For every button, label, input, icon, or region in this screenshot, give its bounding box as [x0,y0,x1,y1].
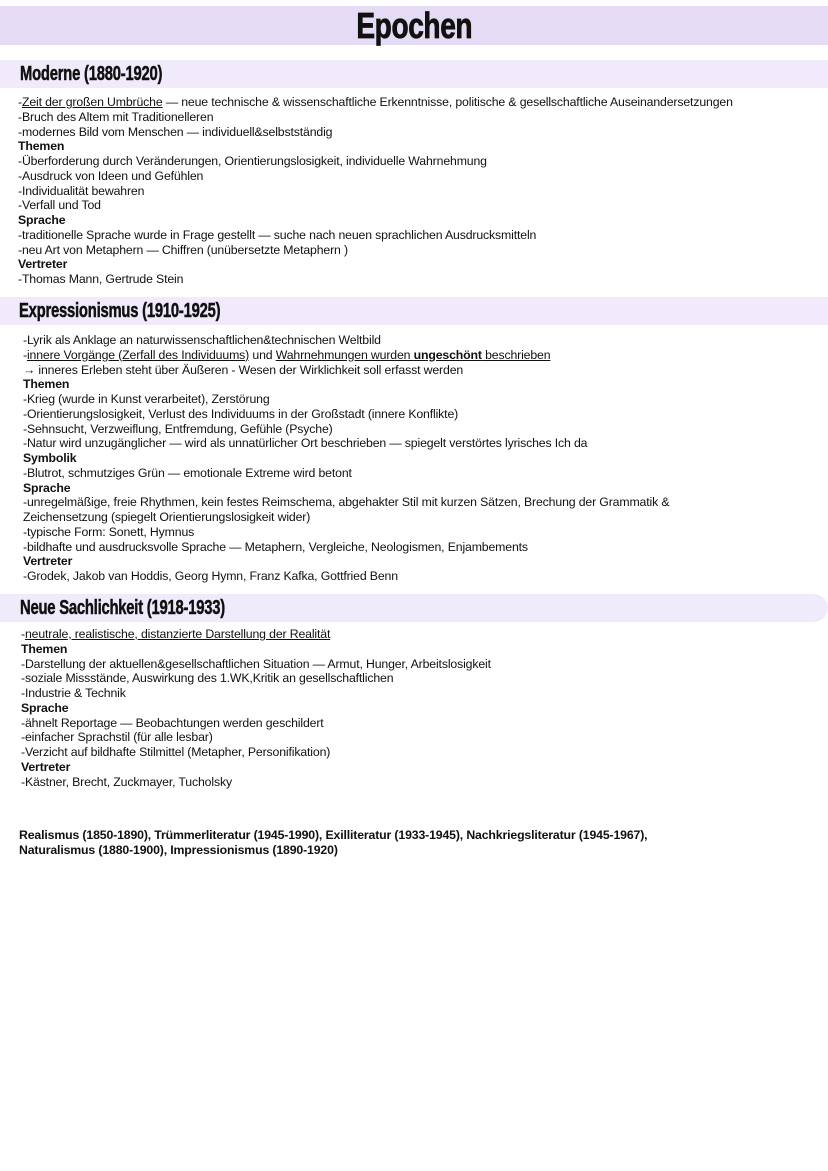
text-segment: -Verfall und Tod [18,198,101,213]
bullet-line [23,407,669,422]
bullet-line [21,671,491,686]
page-title: Epochen [356,5,472,46]
subheading [23,481,669,496]
text-segment: Sprache [18,213,66,227]
text-segment: -neu Art von Metaphern — Chiffren (unübersetzte Metaphern ) [18,242,348,257]
bullet-line [18,198,733,213]
bullet-line [23,466,669,481]
text-segment: -Kästner, Brecht, Zuckmayer, Tucholsky [21,774,232,789]
text-segment: - [23,347,27,362]
bullet-line [18,125,733,140]
bullet-line [18,95,733,110]
text-segment: -Verzicht auf bildhafte Stilmittel (Metapher, Personifikation) [21,745,331,759]
text-segment: → inneres Erleben steht über Äußeren - Wesen der Wirklichkeit soll erfasst werden [23,362,464,377]
bullet-line [23,569,669,584]
text-segment: -einfacher Sprachstil (für alle lesbar) [21,730,213,745]
bullet-line [18,228,733,243]
text-segment: -Blutrot, schmutziges Grün — emotionale Extreme wird betont [23,465,352,480]
section-title: Moderne (1880-1920) [20,63,163,85]
bullet-line [23,495,669,510]
text-segment: -traditionelle Sprache wurde in Frage gestellt — suche nach neuen sprachlichen Ausdrucksmitteln [18,227,537,242]
text-segment: - [21,627,25,641]
text-segment: neutrale, realistische, distanzierte Darstellung der Realität [24,627,331,641]
section-body-expressionismus [23,333,669,584]
text-segment: -Natur wird unzugänglicher — wird als unnatürlicher Ort beschrieben — spiegelt verstörtes lyrisches Ich da [23,436,588,451]
text-segment: - [18,95,22,109]
text-segment: Symbolik [23,451,77,465]
bullet-line [23,540,669,555]
bullet-line [23,436,669,451]
subheading [18,139,733,154]
text-segment: Sprache [21,700,69,715]
text-segment: Vertreter [21,759,71,774]
text-segment: -Krieg (wurde in Kunst verarbeitet), Zerstörung [23,392,270,406]
section-title: Neue Sachlichkeit (1918-1933) [20,597,225,619]
footer-line: Realismus (1850-1890), Trümmerliteratur (1945-1990), Exilliteratur (1933-1945), Nachkriegsliteratur (1945-1967), [19,828,648,842]
text-segment: -Thomas Mann, Gertrude Stein [18,272,184,286]
bullet-line [18,154,733,169]
text-segment: beschrieben [481,347,551,362]
text-segment: Vertreter [23,554,73,569]
text-segment: Themen [18,139,65,154]
subheading [23,377,669,392]
bullet-line [18,184,733,199]
bullet-line [18,110,733,125]
subheading [21,760,491,775]
text-segment: innere Vorgänge (Zerfall des Individuums) [26,347,250,362]
section-header-moderne [0,60,828,88]
subheading [21,642,491,657]
bullet-line [21,686,491,701]
section-header-neue-sachlichkeit [0,594,828,622]
text-segment: -Orientierungslosigkeit, Verlust des Individuums in der Großstadt (innere Konflikte) [23,406,459,421]
bullet-line [23,510,669,525]
text-segment: -Überforderung durch Veränderungen, Orientierungslosigkeit, individuelle Wahrnehmung [18,154,487,168]
text-segment: -Grodek, Jakob van Hoddis, Georg Hymn, Franz Kafka, Gottfried Benn [23,569,398,583]
text-segment: ungeschönt [413,347,482,362]
text-segment: -ähnelt Reportage — Beobachtungen werden geschildert [21,715,324,730]
subheading [21,701,491,716]
section-header-expressionismus [0,297,828,325]
text-segment: -modernes Bild vom Menschen — individuell&selbstständig [18,124,333,139]
text-segment: -Lyrik als Anklage an naturwissenschaftlichen&technischen Weltbild [23,333,381,347]
text-segment: -unregelmäßige, freie Rhythmen, kein festes Reimschema, abgehakter Stil mit kurzen Sätzen, Brechung der Grammatik & [23,495,670,510]
text-segment: -Sehnsucht, Verzweiflung, Entfremdung, Gefühle (Psyche) [23,421,333,436]
section-body-neue-sachlichkeit [21,627,491,789]
text-segment: -Industrie & Technik [21,686,126,700]
subheading [18,257,733,272]
footer-line: Naturalismus (1880-1900), Impressionismus (1890-1920) [19,843,338,857]
bullet-line [23,422,669,437]
text-segment: Themen [23,377,70,392]
other-epochs-list [19,828,739,858]
bullet-line [23,348,669,363]
text-segment: Zeichensetzung (spiegelt Orientierungslosigkeit wider) [23,510,311,524]
subheading [18,213,733,228]
text-segment: -soziale Missstände, Auswirkung des 1.WK,Kritik an gesellschaftlichen [21,671,394,686]
text-segment: und [249,347,276,362]
text-segment: -Bruch des Altem mit Traditionelleren [18,109,214,124]
text-segment: -Darstellung der aktuellen&gesellschaftlichen Situation — Armut, Hunger, Arbeitslosigkeit [21,656,491,671]
bullet-line [21,716,491,731]
bullet-line [21,775,491,790]
bullet-line [21,657,491,672]
bullet-line [18,169,733,184]
text-segment: -Ausdruck von Ideen und Gefühlen [18,168,204,183]
bullet-line [21,745,491,760]
text-segment: — neue technische & wissenschaftliche Erkenntnisse, politische & gesellschaftliche Auseinandersetzungen [162,95,733,109]
bullet-line [21,627,491,642]
text-segment: -bildhafte und ausdrucksvolle Sprache — Metaphern, Vergleiche, Neologismen, Enjambements [23,539,528,554]
text-segment: -typische Form: Sonett, Hymnus [23,524,195,539]
text-segment: Themen [21,641,68,656]
bullet-line [23,525,669,540]
text-segment: -Individualität bewahren [18,183,145,198]
text-segment: Sprache [23,480,71,495]
section-title: Expressionismus (1910-1925) [19,300,221,322]
text-segment: Wahrnehmungen wurden [275,347,414,362]
bullet-line [23,392,669,407]
bullet-line [21,730,491,745]
section-body-moderne [18,95,733,287]
text-segment: Vertreter [18,257,68,272]
subheading [23,451,669,466]
bullet-line [23,363,669,378]
bullet-line [23,333,669,348]
subheading [23,554,669,569]
bullet-line [18,243,733,258]
title-banner [0,6,828,45]
text-segment: Zeit der großen Umbrüche [21,95,163,109]
bullet-line [18,272,733,287]
